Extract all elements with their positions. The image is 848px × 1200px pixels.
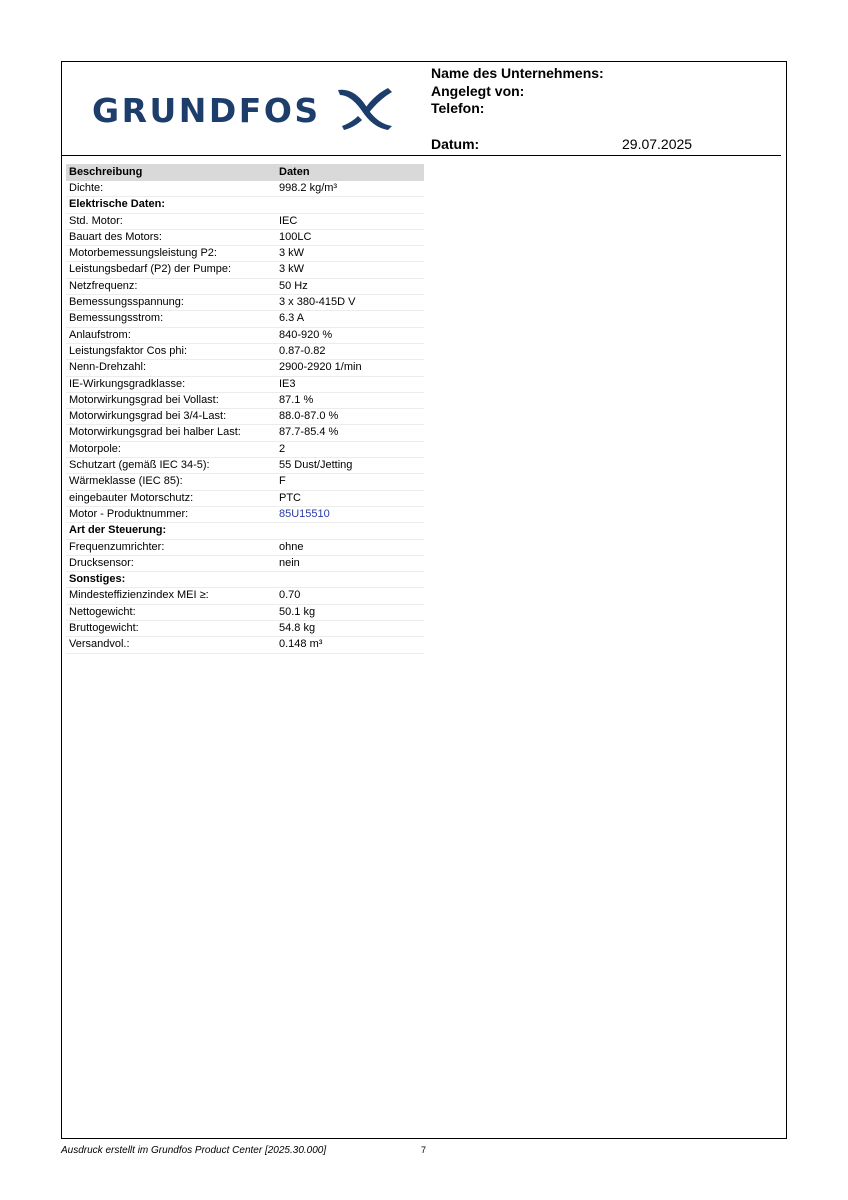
page-number: 7 bbox=[421, 1145, 427, 1155]
row-value: 3 kW bbox=[276, 246, 424, 262]
footer-text: Ausdruck erstellt im Grundfos Product Center [2025.30.000] bbox=[61, 1145, 327, 1156]
table-row bbox=[66, 474, 424, 490]
row-label: Anlaufstrom: bbox=[66, 327, 276, 343]
row-value: 55 Dust/Jetting bbox=[276, 458, 424, 474]
table-row bbox=[66, 229, 424, 245]
row-label: Dichte: bbox=[66, 181, 276, 197]
row-value: 0.148 m³ bbox=[276, 637, 424, 653]
row-value: 2900-2920 1/min bbox=[276, 360, 424, 376]
row-label: Motorpole: bbox=[66, 441, 276, 457]
company-label: Name des Unternehmens: bbox=[431, 65, 604, 81]
table-row bbox=[66, 506, 424, 522]
row-value: 2 bbox=[276, 441, 424, 457]
row-label: Nenn-Drehzahl: bbox=[66, 360, 276, 376]
row-value: IE3 bbox=[276, 376, 424, 392]
table-row bbox=[66, 555, 424, 571]
row-value: 3 x 380-415D V bbox=[276, 295, 424, 311]
header-divider bbox=[61, 155, 781, 156]
table-row bbox=[66, 311, 424, 327]
row-value: 0.87-0.82 bbox=[276, 343, 424, 359]
table-row bbox=[66, 392, 424, 408]
company-info bbox=[431, 65, 604, 118]
row-label: IE-Wirkungsgradklasse: bbox=[66, 376, 276, 392]
row-value: 50.1 kg bbox=[276, 604, 424, 620]
row-label: Motorbemessungsleistung P2: bbox=[66, 246, 276, 262]
section-row bbox=[66, 523, 424, 539]
table-row bbox=[66, 327, 424, 343]
table-row bbox=[66, 409, 424, 425]
table-row bbox=[66, 425, 424, 441]
row-label: Motor - Produktnummer: bbox=[66, 506, 276, 522]
table-row bbox=[66, 604, 424, 620]
row-label: Leistungsbedarf (P2) der Pumpe: bbox=[66, 262, 276, 278]
row-value: ohne bbox=[276, 539, 424, 555]
row-value: PTC bbox=[276, 490, 424, 506]
spec-table bbox=[66, 164, 424, 654]
row-label: Versandvol.: bbox=[66, 637, 276, 653]
row-value: IEC bbox=[276, 213, 424, 229]
row-value: nein bbox=[276, 555, 424, 571]
row-label: Bauart des Motors: bbox=[66, 229, 276, 245]
phone-label: Telefon: bbox=[431, 100, 485, 116]
row-label: Nettogewicht: bbox=[66, 604, 276, 620]
section-row bbox=[66, 197, 424, 213]
row-value: 87.1 % bbox=[276, 392, 424, 408]
table-row bbox=[66, 637, 424, 653]
table-row bbox=[66, 376, 424, 392]
row-label: eingebauter Motorschutz: bbox=[66, 490, 276, 506]
table-row bbox=[66, 458, 424, 474]
table-row bbox=[66, 539, 424, 555]
table-row bbox=[66, 441, 424, 457]
row-value: 3 kW bbox=[276, 262, 424, 278]
row-label: Motorwirkungsgrad bei 3/4-Last: bbox=[66, 409, 276, 425]
row-value: 54.8 kg bbox=[276, 621, 424, 637]
row-label: Leistungsfaktor Cos phi: bbox=[66, 343, 276, 359]
table-row bbox=[66, 181, 424, 197]
logo-text: GRUNDFOS bbox=[92, 91, 321, 130]
section-title: Art der Steuerung: bbox=[66, 523, 424, 539]
grundfos-logo bbox=[92, 86, 412, 136]
row-label: Bemessungsspannung: bbox=[66, 295, 276, 311]
table-row bbox=[66, 262, 424, 278]
row-label: Bemessungsstrom: bbox=[66, 311, 276, 327]
row-value: 88.0-87.0 % bbox=[276, 409, 424, 425]
table-row bbox=[66, 295, 424, 311]
row-label: Netzfrequenz: bbox=[66, 278, 276, 294]
product-number-link[interactable]: 85U15510 bbox=[276, 506, 424, 522]
row-label: Motorwirkungsgrad bei halber Last: bbox=[66, 425, 276, 441]
date-label: Datum: bbox=[431, 136, 480, 152]
table-row bbox=[66, 621, 424, 637]
row-label: Schutzart (gemäß IEC 34-5): bbox=[66, 458, 276, 474]
row-value: 0.70 bbox=[276, 588, 424, 604]
row-label: Motorwirkungsgrad bei Vollast: bbox=[66, 392, 276, 408]
row-value: 998.2 kg/m³ bbox=[276, 181, 424, 197]
table-row bbox=[66, 246, 424, 262]
column-header-description: Beschreibung bbox=[66, 164, 276, 181]
row-value: 50 Hz bbox=[276, 278, 424, 294]
row-label: Wärmeklasse (IEC 85): bbox=[66, 474, 276, 490]
table-row bbox=[66, 490, 424, 506]
table-header-row bbox=[66, 164, 424, 181]
section-row bbox=[66, 572, 424, 588]
row-label: Bruttogewicht: bbox=[66, 621, 276, 637]
row-label: Frequenzumrichter: bbox=[66, 539, 276, 555]
row-value: 87.7-85.4 % bbox=[276, 425, 424, 441]
row-value: 100LC bbox=[276, 229, 424, 245]
row-label: Drucksensor: bbox=[66, 555, 276, 571]
row-label: Std. Motor: bbox=[66, 213, 276, 229]
column-header-data: Daten bbox=[276, 164, 424, 181]
table-row bbox=[66, 343, 424, 359]
row-value: F bbox=[276, 474, 424, 490]
table-row bbox=[66, 278, 424, 294]
table-row bbox=[66, 588, 424, 604]
section-title: Elektrische Daten: bbox=[66, 197, 424, 213]
row-label: Mindesteffizienzindex MEI ≥: bbox=[66, 588, 276, 604]
row-value: 840-920 % bbox=[276, 327, 424, 343]
table-row bbox=[66, 213, 424, 229]
created-by-label: Angelegt von: bbox=[431, 82, 525, 99]
date-value: 29.07.2025 bbox=[622, 136, 693, 152]
section-title: Sonstiges: bbox=[66, 572, 424, 588]
grundfos-x-icon bbox=[336, 86, 394, 132]
row-value: 6.3 A bbox=[276, 311, 424, 327]
table-row bbox=[66, 360, 424, 376]
